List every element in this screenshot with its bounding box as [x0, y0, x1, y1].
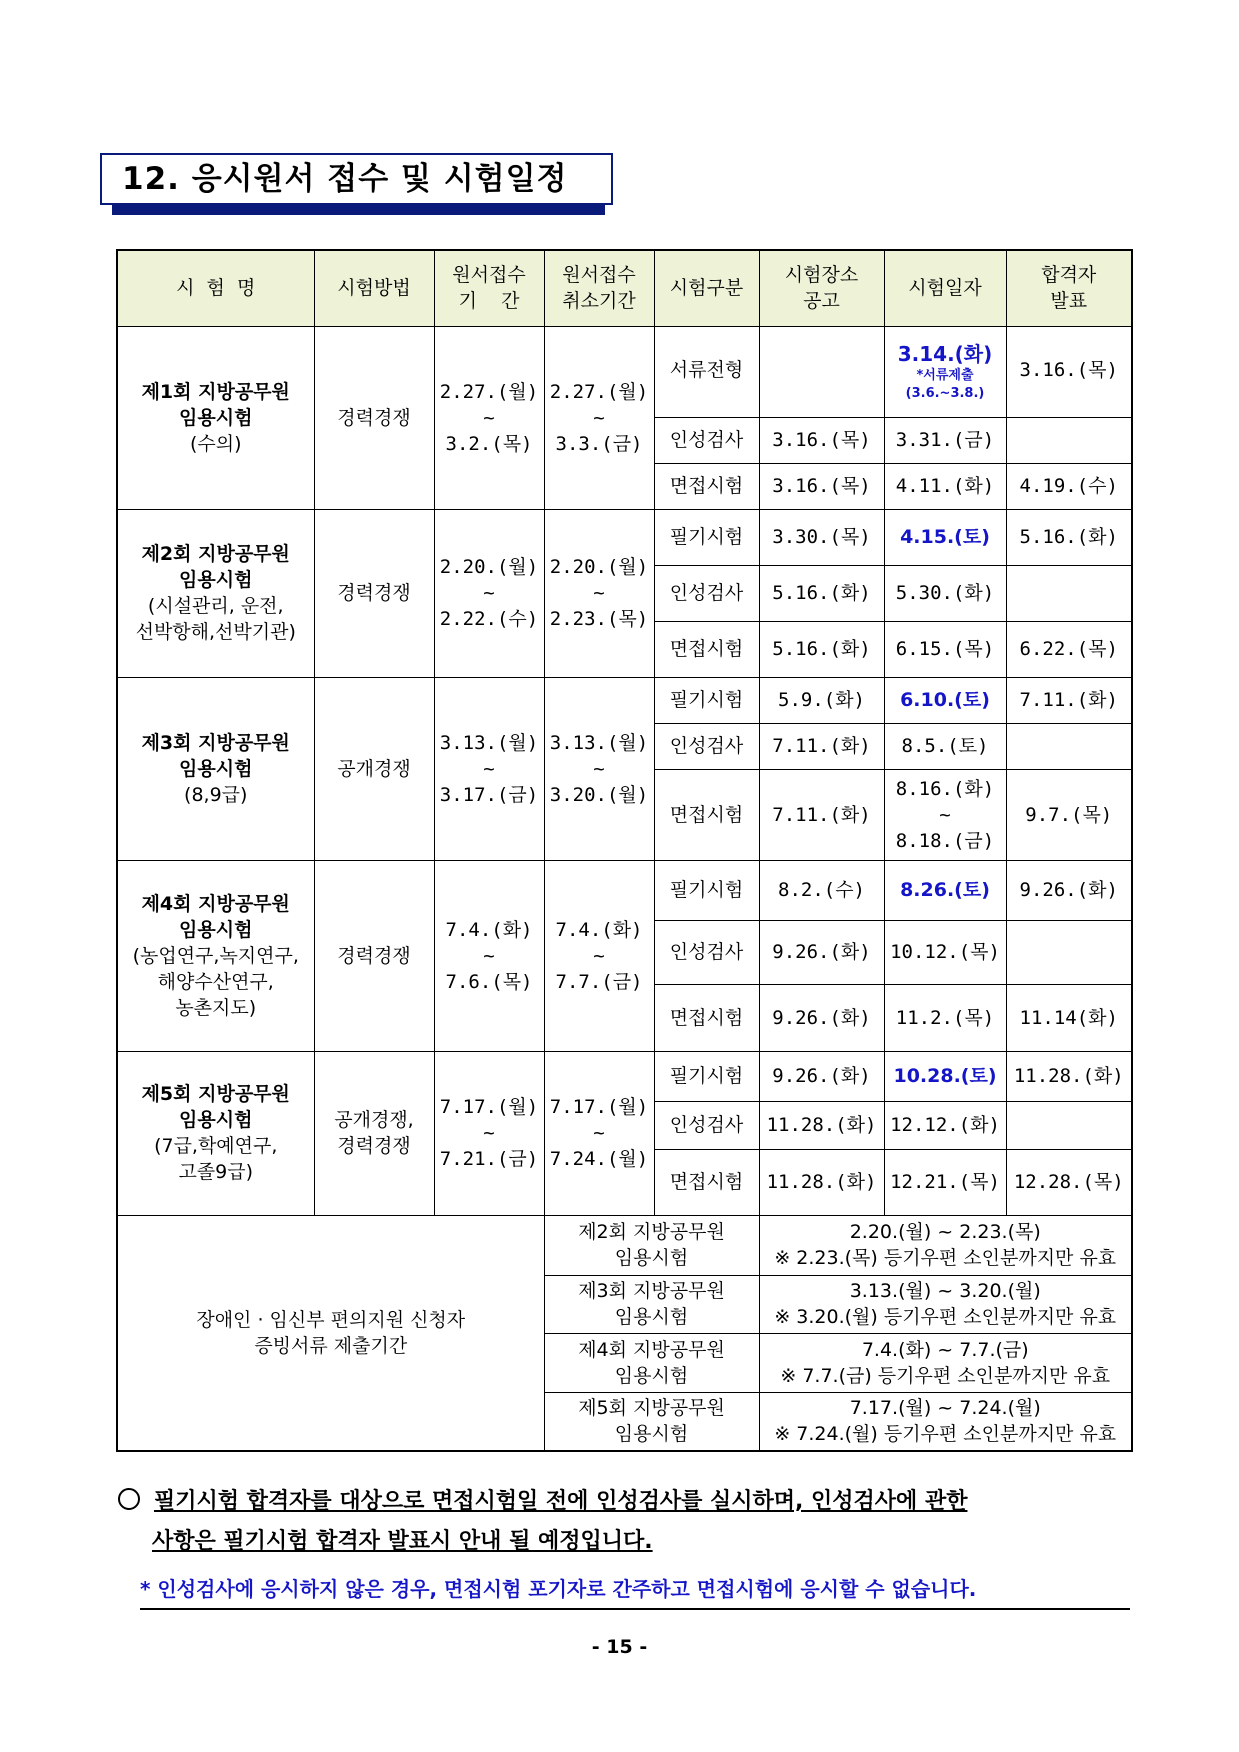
support-label: 장애인 · 임신부 편의지원 신청자 증빙서류 제출기간 [117, 1215, 544, 1451]
exam-2-date-3: 6.15.(목) [884, 621, 1006, 677]
exam-3-date-2: 8.5.(토) [884, 723, 1006, 769]
exam-4-venue-3: 9.26.(화) [759, 984, 884, 1051]
exam-2-stage-3: 면접시험 [654, 621, 759, 677]
exam-3-stage-3: 면접시험 [654, 769, 759, 860]
exam-2-result-3: 6.22.(목) [1006, 621, 1132, 677]
exam-1-date-3: 4.11.(화) [884, 463, 1006, 509]
exam-4-date-1: 8.26.(토) [884, 860, 1006, 920]
exam-5-apply: 7.17.(월) ~ 7.21.(금) [434, 1051, 544, 1215]
exam-2-result-1: 5.16.(화) [1006, 509, 1132, 565]
exam-1-result-2 [1006, 417, 1132, 463]
exam-4-apply: 7.4.(화) ~ 7.6.(목) [434, 860, 544, 1051]
header-exam-name: 시 험 명 [117, 250, 314, 326]
exam-5-venue-3: 11.28.(화) [759, 1149, 884, 1215]
table-header-row [117, 250, 1132, 326]
notice-line-2: 사항은 필기시험 합격자 발표시 안내 될 예정입니다. [152, 1529, 653, 1554]
exam-1-venue-3: 3.16.(목) [759, 463, 884, 509]
exam-1-stage-1: 서류전형 [654, 326, 759, 417]
header-apply-period: 원서접수 기 간 [434, 250, 544, 326]
exam-4-method: 경력경쟁 [314, 860, 434, 1051]
support-exam-2: 제2회 지방공무원 임용시험 [544, 1215, 759, 1275]
exam-1-date-1: 3.14.(화) *서류제출 (3.6.~3.8.) [884, 326, 1006, 417]
exam-3-result-2 [1006, 723, 1132, 769]
exam-3-name: 제3회 지방공무원 임용시험 (8,9급) [117, 677, 314, 860]
support-exam-5: 제5회 지방공무원 임용시험 [544, 1392, 759, 1451]
exam-2-venue-1: 3.30.(목) [759, 509, 884, 565]
exam-4-result-2 [1006, 920, 1132, 984]
table-row [117, 326, 1132, 417]
exam-3-cancel: 3.13.(월) ~ 3.20.(월) [544, 677, 654, 860]
exam-5-date-2: 12.12.(화) [884, 1101, 1006, 1149]
exam-schedule-table [116, 249, 1133, 1452]
exam-3-venue-3: 7.11.(화) [759, 769, 884, 860]
exam-3-venue-1: 5.9.(화) [759, 677, 884, 723]
exam-1-stage-2: 인성검사 [654, 417, 759, 463]
exam-5-cancel: 7.17.(월) ~ 7.24.(월) [544, 1051, 654, 1215]
exam-4-result-3: 11.14(화) [1006, 984, 1132, 1051]
notice-paragraph [118, 1482, 1138, 1562]
header-method: 시험방법 [314, 250, 434, 326]
exam-3-venue-2: 7.11.(화) [759, 723, 884, 769]
exam-5-name: 제5회 지방공무원 임용시험 (7급,학예연구, 고졸9급) [117, 1051, 314, 1215]
exam-5-result-1: 11.28.(화) [1006, 1051, 1132, 1101]
exam-2-stage-2: 인성검사 [654, 565, 759, 621]
exam-4-result-1: 9.26.(화) [1006, 860, 1132, 920]
support-exam-3: 제3회 지방공무원 임용시험 [544, 1275, 759, 1333]
header-cancel-period: 원서접수 취소기간 [544, 250, 654, 326]
exam-2-cancel: 2.20.(월) ~ 2.23.(목) [544, 509, 654, 677]
exam-1-date-2: 3.31.(금) [884, 417, 1006, 463]
exam-2-result-2 [1006, 565, 1132, 621]
page-number: - 15 - [591, 1636, 648, 1658]
exam-4-date-3: 11.2.(목) [884, 984, 1006, 1051]
header-exam-date: 시험일자 [884, 250, 1006, 326]
header-result: 합격자 발표 [1006, 250, 1132, 326]
exam-3-result-3: 9.7.(목) [1006, 769, 1132, 860]
exam-2-name: 제2회 지방공무원 임용시험 (시설관리, 운전, 선박항해,선박기관) [117, 509, 314, 677]
support-exam-4: 제4회 지방공무원 임용시험 [544, 1333, 759, 1392]
exam-4-venue-1: 8.2.(수) [759, 860, 884, 920]
exam-3-date-1: 6.10.(토) [884, 677, 1006, 723]
exam-2-date-2: 5.30.(화) [884, 565, 1006, 621]
exam-1-venue-1 [759, 326, 884, 417]
exam-3-result-1: 7.11.(화) [1006, 677, 1132, 723]
exam-5-stage-1: 필기시험 [654, 1051, 759, 1101]
exam-5-date-3: 12.21.(목) [884, 1149, 1006, 1215]
section-title-box [100, 153, 605, 215]
exam-3-stage-1: 필기시험 [654, 677, 759, 723]
header-stage: 시험구분 [654, 250, 759, 326]
exam-5-stage-3: 면접시험 [654, 1149, 759, 1215]
support-row [117, 1215, 1132, 1275]
exam-2-venue-3: 5.16.(화) [759, 621, 884, 677]
exam-1-venue-2: 3.16.(목) [759, 417, 884, 463]
exam-3-stage-2: 인성검사 [654, 723, 759, 769]
exam-5-stage-2: 인성검사 [654, 1101, 759, 1149]
exam-5-result-2 [1006, 1101, 1132, 1149]
exam-4-date-2: 10.12.(목) [884, 920, 1006, 984]
exam-1-result-3: 4.19.(수) [1006, 463, 1132, 509]
exam-2-apply: 2.20.(월) ~ 2.22.(수) [434, 509, 544, 677]
support-period-4: 7.4.(화) ~ 7.7.(금) ※ 7.7.(금) 등기우편 소인분까지만 유효 [759, 1333, 1132, 1392]
exam-2-stage-1: 필기시험 [654, 509, 759, 565]
support-period-3: 3.13.(월) ~ 3.20.(월) ※ 3.20.(월) 등기우편 소인분까지만 유효 [759, 1275, 1132, 1333]
table-row [117, 860, 1132, 920]
exam-1-apply: 2.27.(월) ~ 3.2.(목) [434, 326, 544, 509]
exam-4-stage-3: 면접시험 [654, 984, 759, 1051]
exam-4-stage-1: 필기시험 [654, 860, 759, 920]
section-title: 12. 응시원서 접수 및 시험일정 [100, 153, 613, 205]
exam-4-name: 제4회 지방공무원 임용시험 (농업연구,녹지연구, 해양수산연구, 농촌지도) [117, 860, 314, 1051]
exam-1-stage-3: 면접시험 [654, 463, 759, 509]
table-row [117, 509, 1132, 565]
exam-5-venue-1: 9.26.(화) [759, 1051, 884, 1101]
exam-1-cancel: 2.27.(월) ~ 3.3.(금) [544, 326, 654, 509]
header-venue-notice: 시험장소 공고 [759, 250, 884, 326]
exam-1-result-1: 3.16.(목) [1006, 326, 1132, 417]
exam-2-venue-2: 5.16.(화) [759, 565, 884, 621]
table-row [117, 1051, 1132, 1101]
exam-2-date-1: 4.15.(토) [884, 509, 1006, 565]
notice-line-1: 필기시험 합격자를 대상으로 면접시험일 전에 인성검사를 실시하며, 인성검사에 관한 [154, 1489, 968, 1514]
exam-4-cancel: 7.4.(화) ~ 7.7.(금) [544, 860, 654, 1051]
circle-bullet-icon [118, 1488, 140, 1510]
exam-1-method: 경력경쟁 [314, 326, 434, 509]
exam-3-method: 공개경쟁 [314, 677, 434, 860]
star-notice: * 인성검사에 응시하지 않은 경우, 면접시험 포기자로 간주하고 면접시험에 응시할 수 없습니다. [140, 1574, 1130, 1610]
table-row [117, 677, 1132, 723]
exam-4-venue-2: 9.26.(화) [759, 920, 884, 984]
exam-3-apply: 3.13.(월) ~ 3.17.(금) [434, 677, 544, 860]
exam-1-name: 제1회 지방공무원 임용시험 (수의) [117, 326, 314, 509]
support-period-5: 7.17.(월) ~ 7.24.(월) ※ 7.24.(월) 등기우편 소인분까지만 유효 [759, 1392, 1132, 1451]
exam-4-stage-2: 인성검사 [654, 920, 759, 984]
exam-5-method: 공개경쟁, 경력경쟁 [314, 1051, 434, 1215]
exam-5-result-3: 12.28.(목) [1006, 1149, 1132, 1215]
support-period-2: 2.20.(월) ~ 2.23.(목) ※ 2.23.(목) 등기우편 소인분까지만 유효 [759, 1215, 1132, 1275]
exam-5-venue-2: 11.28.(화) [759, 1101, 884, 1149]
exam-2-method: 경력경쟁 [314, 509, 434, 677]
exam-5-date-1: 10.28.(토) [884, 1051, 1006, 1101]
exam-3-date-3: 8.16.(화) ~ 8.18.(금) [884, 769, 1006, 860]
